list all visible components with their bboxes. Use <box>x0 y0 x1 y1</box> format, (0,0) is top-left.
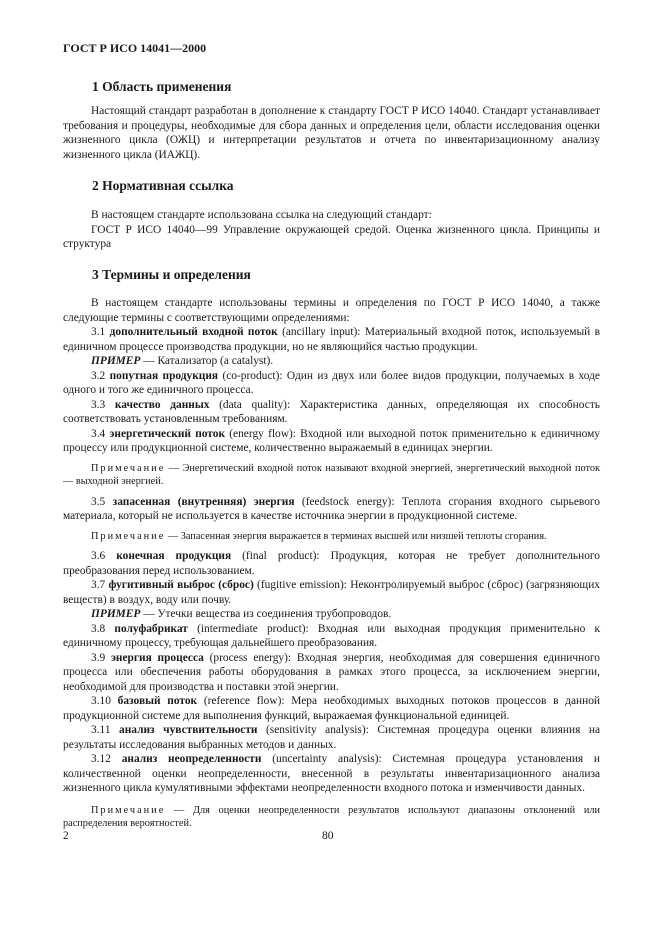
section-1-text: Настоящий стандарт разработан в дополнение к стандарту ГОСТ Р ИСО 14040. Стандарт устанавливает требования и процедуры, необходимые для сбора данных и определения цели, области исследования оценки жизненного цикла (ОЖЦ) и интерпретации результатов и отчета по инвентаризационному анализу жизненного цикла (ИАЖЦ). <box>63 105 600 161</box>
note-3 <box>63 804 600 831</box>
term-name: энергетический поток <box>109 427 226 440</box>
term-3-6 <box>63 549 600 578</box>
term-number: 3.4 <box>91 427 110 440</box>
section-2-intro: В настоящем стандарте использована ссылка на следующий стандарт: <box>91 209 432 221</box>
term-3-11 <box>63 723 600 752</box>
example-text: — Утечки вещества из соединения трубопроводов. <box>140 608 392 620</box>
term-number: 3.1 <box>91 326 110 338</box>
term-definition: (uncertainty analysis): Системная процедура установления и количественной оценки неопределенности, внесенной в результаты инвентаризационного анализа жизненного цикла кумулятивными эффектами неопределенности входного потока и изменчивости данных. <box>63 753 601 794</box>
term-number: 3.8 <box>91 622 115 635</box>
term-3-3 <box>63 398 600 427</box>
page-number-left: 2 <box>63 830 69 842</box>
section-2-reference: ГОСТ Р ИСО 14040—99 Управление окружающей средой. Оценка жизненного цикла. Принципы и структура <box>63 223 600 250</box>
term-number: 3.11 <box>91 724 120 736</box>
term-definition: (fugitive emission): Неконтролируемый выброс (сброс) (загрязняющих веществ) в воздух, воду или почву. <box>63 579 600 606</box>
term-3-1 <box>63 325 600 354</box>
section-1-body <box>63 104 600 162</box>
term-3-8 <box>63 622 600 651</box>
term-number: 3.10 <box>91 695 118 707</box>
term-definition: (sensitivity analysis): Системная процедура оценки влияния на результаты исследования выбранных методов и данных. <box>63 724 600 751</box>
term-definition: (data quality): Характеристика данных, определяющая их способность соответствовать установленным требованиям. <box>63 398 600 425</box>
term-name: базовый поток <box>117 695 198 707</box>
standard-header: ГОСТ Р ИСО 14041—2000 <box>63 41 207 55</box>
term-3-2 <box>63 369 600 398</box>
term-3-4 <box>63 427 600 456</box>
note-label: Примечание <box>91 804 166 816</box>
term-number: 3.9 <box>91 651 111 664</box>
section-3-body <box>63 296 600 831</box>
note-1 <box>63 462 600 489</box>
term-name: анализ неопределенности <box>121 753 262 765</box>
term-number: 3.6 <box>91 550 117 562</box>
term-definition: (reference flow): Мера необходимых выходных потоков процессов в данной продукционной системе для выполнения функций, выражаемая функциональной единицей. <box>63 695 600 722</box>
section-1-title: 1 Область применения <box>92 79 232 94</box>
note-2 <box>63 530 600 544</box>
term-number: 3.5 <box>91 495 113 508</box>
example-2 <box>63 607 600 622</box>
term-number: 3.12 <box>91 753 122 765</box>
section-3-title: 3 Термины и определения <box>92 267 251 282</box>
term-name: дополнительный входной поток <box>109 326 278 338</box>
term-definition: (co-product): Один из двух или более видов продукции, получаемых в ходе одного и того же единичного процесса. <box>63 369 600 396</box>
section-2-body <box>63 208 600 252</box>
note-text: — Энергетический входной поток называют входной энергией, энергетический выходной поток — выходной энергией. <box>63 462 600 487</box>
example-text: — Катализатор (a catalyst). <box>140 355 274 367</box>
term-definition: (final product): Продукция, которая не требует дополнительного преобразования перед использованием. <box>63 550 600 577</box>
term-definition: (feedstock energy): Теплота сгорания входного сырьевого материала, который не используется в качестве источника энергии в продукционной системе. <box>63 495 601 522</box>
term-definition: (intermediate product): Входная или выходная продукция применительно к единичному процессу, требующая дальнейшего преобразования. <box>63 622 600 649</box>
note-text: — Запасенная энергия выражается в терминах высшей или низшей теплоты сгорания. <box>165 530 547 542</box>
section-3-intro: В настоящем стандарте использованы термины и определения по ГОСТ Р ИСО 14040, а также следующие термины с соответствующими определениями: <box>63 297 600 324</box>
example-label: ПРИМЕР <box>91 608 141 620</box>
term-number: 3.3 <box>91 398 115 411</box>
term-3-7 <box>63 578 600 607</box>
page-number-center: 80 <box>322 830 334 842</box>
note-label: Примечание <box>91 530 166 542</box>
section-2-title: 2 Нормативная ссылка <box>92 178 234 193</box>
term-number: 3.2 <box>91 369 110 382</box>
note-label: Примечание <box>91 462 166 474</box>
term-3-10 <box>63 694 600 723</box>
term-definition: (process energy): Входная энергия, необходимая для совершения единичного процесса или обеспечения работы оборудования в рамках этого процесса, за исключением энергии, необходимой для производства и поставки этой энергии. <box>63 651 600 693</box>
term-name: анализ чувствительности <box>119 724 258 736</box>
term-definition: (ancillary input): Материальный входной поток, используемый в единичном процессе производства продукции, но не являющийся частью продукции. <box>63 326 600 353</box>
term-3-9 <box>63 651 600 695</box>
term-definition: (energy flow): Входной или выходной поток применительно к единичному процессу или продукционной системе, количественно выражаемый в единицах энергии. <box>63 427 600 454</box>
example-label: ПРИМЕР <box>91 355 141 367</box>
term-number: 3.7 <box>91 579 109 591</box>
example-1 <box>63 354 600 369</box>
term-name: качество данных <box>114 398 210 411</box>
note-text: — Для оценки неопределенности результатов используют диапазоны отклонений или распределения вероятностей. <box>63 804 600 829</box>
term-name: конечная продукция <box>116 550 232 562</box>
term-3-12 <box>63 752 600 796</box>
term-name: полуфабрикат <box>114 622 188 635</box>
term-name: попутная продукция <box>109 369 219 382</box>
term-3-5 <box>63 495 600 524</box>
term-name: фугитивный выброс (сброс) <box>108 579 254 591</box>
term-name: запасенная (внутренняя) энергия <box>112 495 295 508</box>
term-name: энергия процесса <box>111 651 204 664</box>
